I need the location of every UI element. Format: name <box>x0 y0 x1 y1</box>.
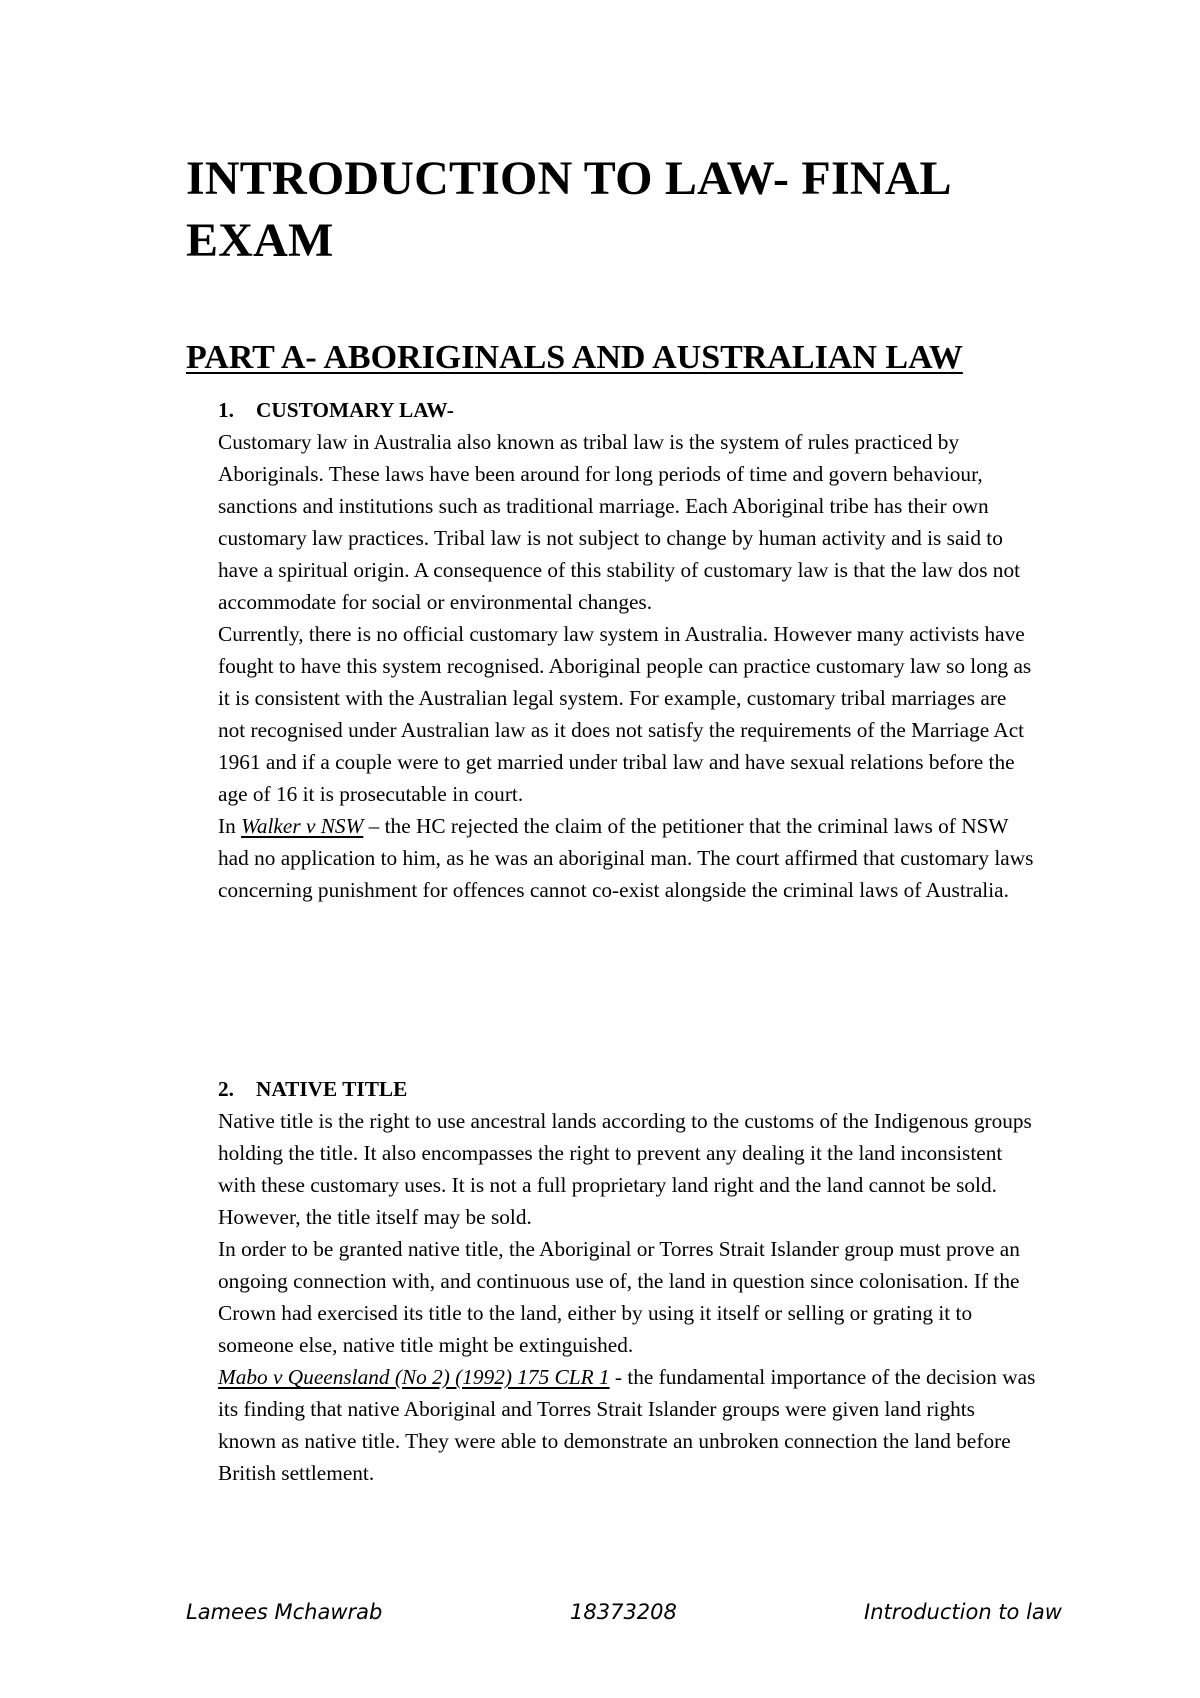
case-paragraph <box>218 1361 1038 1489</box>
section-heading <box>218 1073 1038 1105</box>
paragraph: Native title is the right to use ancestral lands according to the customs of the Indigenous groups holding the title. It also encompasses the right to prevent any dealing it the land inconsistent with these customary uses. It is not a full proprietary land right and the land cannot be sold. However, the title itself may be sold. <box>218 1109 1032 1229</box>
section-title: NATIVE TITLE <box>256 1077 408 1101</box>
section-customary-law <box>218 394 1038 906</box>
footer-student-id: 18373208 <box>570 1600 677 1624</box>
footer-author: Lamees Mchawrab <box>186 1600 383 1624</box>
section-heading <box>218 394 1038 426</box>
paragraph: Customary law in Australia also known as tribal law is the system of rules practiced by Aboriginals. These laws have been around for long periods of time and govern behaviour, sanctions and institutions such as traditional marriage. Each Aboriginal tribe has their own customary law practices. Tribal law is not subject to change by human activity and is said to have a spiritual origin. A consequence of this stability of customary law is that the law dos not accommodate for social or environmental changes. <box>218 430 1021 614</box>
section-title: CUSTOMARY LAW- <box>256 398 454 422</box>
part-heading: PART A- ABORIGINALS AND AUSTRALIAN LAW <box>186 339 963 376</box>
paragraph: Currently, there is no official customary law system in Australia. However many activists have fought to have this system recognised. Aboriginal people can practice customary law so long as it is consistent with the Australian legal system. For example, customary tribal marriages are not recognised under Australian law as it does not satisfy the requirements of the Marriage Act 1961 and if a couple were to get married under tribal law and have sexual relations before the age of 16 it is prosecutable in court. <box>218 622 1032 806</box>
case-text: – the HC rejected the claim of the petitioner that the criminal laws of NSW had no application to him, as he was an aboriginal man. The court affirmed that customary laws concerning punishment for offences cannot co-exist alongside the criminal laws of Australia. <box>218 814 1034 902</box>
paragraph: In order to be granted native title, the Aboriginal or Torres Strait Islander group must prove an ongoing connection with, and continuous use of, the land in question since colonisation. If the Crown had exercised its title to the land, either by using it itself or selling or grating it to someone else, native title might be extinguished. <box>218 1237 1020 1357</box>
section-number: 2. <box>218 1077 234 1101</box>
case-citation: Walker v NSW <box>241 814 364 838</box>
case-citation: Mabo v Queensland (No 2) (1992) 175 CLR 1 <box>218 1365 610 1389</box>
section-native-title <box>218 1073 1038 1489</box>
section-number: 1. <box>218 398 234 422</box>
case-text: - the fundamental importance of the decision was its finding that native Aboriginal and Torres Strait Islander groups were given land rights known as native title. They were able to demonstrate an unbroken connection the land before British settlement. <box>218 1365 1036 1485</box>
footer-course: Introduction to law <box>864 1600 1062 1624</box>
document-title: INTRODUCTION TO LAW- FINAL EXAM <box>186 152 950 267</box>
case-prefix: In <box>218 814 242 838</box>
case-paragraph <box>218 810 1038 906</box>
